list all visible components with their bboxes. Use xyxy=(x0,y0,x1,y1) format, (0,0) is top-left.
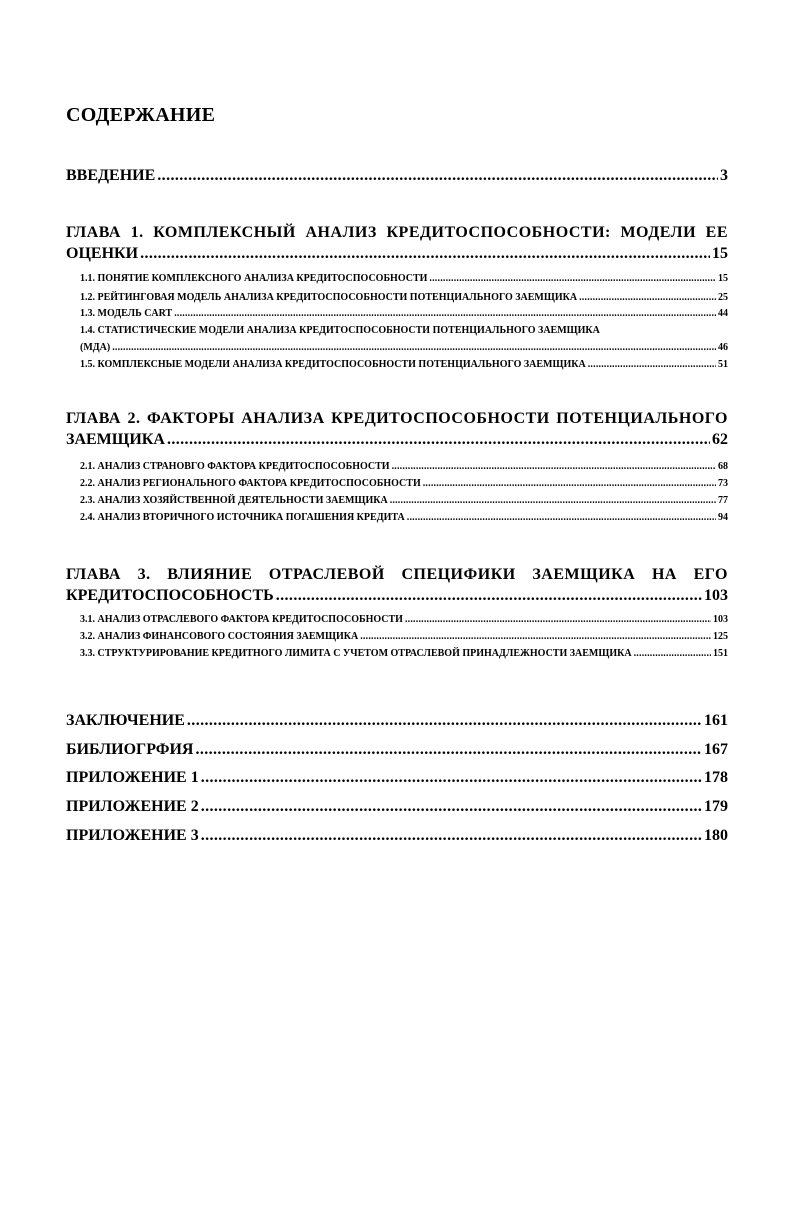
toc-section-2-3[interactable] xyxy=(80,493,728,508)
entry-label: 2.2. АНАЛИЗ РЕГИОНАЛЬНОГО ФАКТОРА КРЕДИТОСПОСОБНОСТИ xyxy=(80,478,421,489)
entry-page: 73 xyxy=(718,478,728,489)
entry-label: 2.1. АНАЛИЗ СТРАНОВГО ФАКТОРА КРЕДИТОСПОСОБНОСТИ xyxy=(80,461,390,472)
title-word: 1. xyxy=(130,224,144,241)
dot-leader xyxy=(174,306,716,321)
dot-leader xyxy=(201,797,702,817)
entry-page: 103 xyxy=(713,614,728,625)
title-word: ЗАЕМЩИКА xyxy=(532,566,636,583)
entry-label: ПРИЛОЖЕНИЕ 3 xyxy=(66,827,199,844)
dot-leader xyxy=(405,612,711,627)
dot-leader xyxy=(201,768,702,788)
entry-page: 167 xyxy=(704,741,728,758)
dot-leader xyxy=(201,826,702,846)
entry-page: 180 xyxy=(704,827,728,844)
chapter-title-line xyxy=(66,408,728,429)
toc-entry-appendix-1[interactable] xyxy=(66,768,728,788)
title-word: ПОТЕНЦИАЛЬНОГО xyxy=(556,410,728,427)
toc-entry-intro[interactable] xyxy=(66,166,728,186)
entry-label: 2.3. АНАЛИЗ ХОЗЯЙСТВЕННОЙ ДЕЯТЕЛЬНОСТИ ЗАЕМЩИКА xyxy=(80,495,388,506)
entry-label: 1.2. РЕЙТИНГОВАЯ МОДЕЛЬ АНАЛИЗА КРЕДИТОСПОСОБНОСТИ ПОТЕНЦИАЛЬНОГО ЗАЕМЩИКА xyxy=(80,292,578,303)
title-word: 3. xyxy=(137,566,151,583)
toc-chapter-2[interactable] xyxy=(66,408,728,450)
dot-leader xyxy=(167,429,710,450)
title-word: КРЕДИТОСПОСОБНОСТИ: xyxy=(386,224,611,241)
toc-section-1-3[interactable] xyxy=(80,306,728,321)
entry-page: 3 xyxy=(720,167,728,184)
title-word: ФАКТОРЫ xyxy=(146,410,235,427)
entry-page: 68 xyxy=(718,461,728,472)
dot-leader xyxy=(588,357,716,372)
entry-label: ЗАКЛЮЧЕНИЕ xyxy=(66,712,185,729)
chapter-title-cont: ОЦЕНКИ xyxy=(66,245,139,262)
title-word: ВЛИЯНИЕ xyxy=(167,566,253,583)
dot-leader xyxy=(360,629,711,644)
entry-label: БИБЛИОГРФИЯ xyxy=(66,741,194,758)
dot-leader xyxy=(407,510,716,525)
title-word: СПЕЦИФИКИ xyxy=(401,566,516,583)
toc-section-1-4[interactable] xyxy=(80,323,728,355)
toc-entry-appendix-2[interactable] xyxy=(66,797,728,817)
toc-chapter-1[interactable] xyxy=(66,222,728,264)
entry-label: ПРИЛОЖЕНИЕ 2 xyxy=(66,798,199,815)
entry-page: 151 xyxy=(713,648,728,659)
entry-page: 25 xyxy=(718,292,728,303)
dot-leader xyxy=(276,585,702,606)
title-word: КРЕДИТОСПОСОБНОСТИ xyxy=(331,410,550,427)
dot-leader xyxy=(429,271,716,286)
toc-section-3-2[interactable] xyxy=(80,629,728,644)
toc-section-3-1[interactable] xyxy=(80,612,728,627)
entry-page: 94 xyxy=(718,512,728,523)
entry-page: 179 xyxy=(704,798,728,815)
entry-page: 46 xyxy=(718,342,728,353)
dot-leader xyxy=(423,476,716,491)
chapter-title-cont: ЗАЕМЩИКА xyxy=(66,431,165,448)
toc-section-2-2[interactable] xyxy=(80,476,728,491)
title-word: НА xyxy=(651,566,677,583)
chapter-title-cont: КРЕДИТОСПОСОБНОСТЬ xyxy=(66,587,274,604)
entry-page: 77 xyxy=(718,495,728,506)
entry-label-cont: (МДА) xyxy=(80,342,111,353)
dot-leader xyxy=(195,740,702,760)
dot-leader xyxy=(634,646,711,661)
dot-leader xyxy=(140,243,710,264)
title-word: 2. xyxy=(127,410,141,427)
chapter-title-line xyxy=(66,564,728,585)
entry-page: 15 xyxy=(718,273,728,284)
toc-section-2-1[interactable] xyxy=(80,459,728,474)
title-word: АНАЛИЗ xyxy=(305,224,377,241)
entry-page: 125 xyxy=(713,631,728,642)
entry-page: 103 xyxy=(704,587,728,604)
title-word: АНАЛИЗА xyxy=(241,410,325,427)
toc-section-1-1[interactable] xyxy=(80,271,728,286)
title-word: ГЛАВА xyxy=(66,410,121,427)
entry-label: ПРИЛОЖЕНИЕ 1 xyxy=(66,769,199,786)
toc-entry-bibliography[interactable] xyxy=(66,740,728,760)
entry-page: 44 xyxy=(718,308,728,319)
dot-leader xyxy=(579,290,716,305)
title-word: МОДЕЛИ xyxy=(620,224,697,241)
toc-section-2-4[interactable] xyxy=(80,510,728,525)
title-word: ЕЕ xyxy=(705,224,728,241)
entry-page: 161 xyxy=(704,712,728,729)
entry-page: 51 xyxy=(718,359,728,370)
title-word: ГЛАВА xyxy=(66,224,121,241)
page-title: СОДЕРЖАНИЕ xyxy=(66,104,216,126)
entry-label: 3.3. СТРУКТУРИРОВАНИЕ КРЕДИТНОГО ЛИМИТА С УЧЕТОМ ОТРАСЛЕВОЙ ПРИНАДЛЕЖНОСТИ ЗАЕМЩИКА xyxy=(80,648,632,659)
entry-page: 15 xyxy=(712,245,728,262)
entry-label: ВВЕДЕНИЕ xyxy=(66,167,156,184)
entry-label: 3.1. АНАЛИЗ ОТРАСЛЕВОГО ФАКТОРА КРЕДИТОСПОСОБНОСТИ xyxy=(80,614,403,625)
toc-section-3-3[interactable] xyxy=(80,646,728,661)
entry-label: 3.2. АНАЛИЗ ФИНАНСОВОГО СОСТОЯНИЯ ЗАЕМЩИКА xyxy=(80,631,359,642)
entry-label: 1.3. МОДЕЛЬ CART xyxy=(80,308,173,319)
dot-leader xyxy=(390,493,716,508)
dot-leader xyxy=(187,711,702,731)
title-word: ОТРАСЛЕВОЙ xyxy=(268,566,385,583)
entry-label: 1.1. ПОНЯТИЕ КОМПЛЕКСНОГО АНАЛИЗА КРЕДИТОСПОСОБНОСТИ xyxy=(80,273,428,284)
toc-chapter-3[interactable] xyxy=(66,564,728,606)
title-word: ГЛАВА xyxy=(66,566,121,583)
toc-entry-conclusion[interactable] xyxy=(66,711,728,731)
toc-section-1-5[interactable] xyxy=(80,357,728,372)
title-word: ЕГО xyxy=(693,566,728,583)
dot-leader xyxy=(392,459,716,474)
dot-leader xyxy=(157,166,718,186)
entry-label: 1.5. КОМПЛЕКСНЫЕ МОДЕЛИ АНАЛИЗА КРЕДИТОСПОСОБНОСТИ ПОТЕНЦИАЛЬНОГО ЗАЕМЩИКА xyxy=(80,359,586,370)
entry-label: 2.4. АНАЛИЗ ВТОРИЧНОГО ИСТОЧНИКА ПОГАШЕНИЯ КРЕДИТА xyxy=(80,512,405,523)
entry-page: 178 xyxy=(704,769,728,786)
entry-page: 62 xyxy=(712,431,728,448)
toc-entry-appendix-3[interactable] xyxy=(66,826,728,846)
dot-leader xyxy=(112,340,716,355)
entry-label: 1.4. СТАТИСТИЧЕСКИЕ МОДЕЛИ АНАЛИЗА КРЕДИТОСПОСОБНОСТИ ПОТЕНЦИАЛЬНОГО ЗАЕМЩИКА xyxy=(80,325,600,336)
chapter-title-line xyxy=(66,222,728,243)
toc-section-1-2[interactable] xyxy=(80,290,728,305)
title-word: КОМПЛЕКСНЫЙ xyxy=(153,224,296,241)
